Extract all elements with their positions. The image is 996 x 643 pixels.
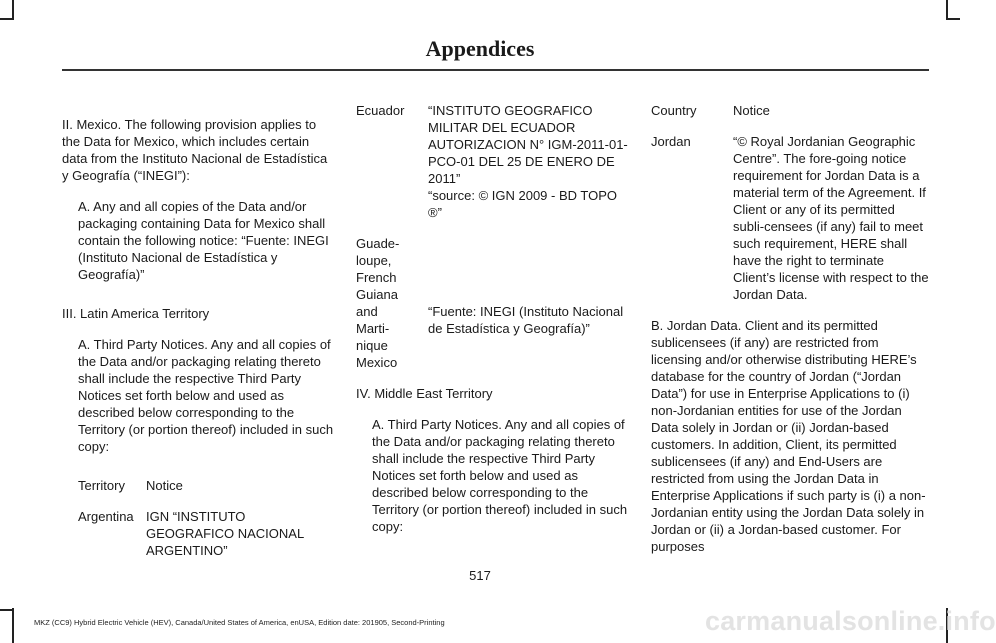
crop-mark-top-left-v	[12, 0, 14, 20]
column-left	[62, 116, 334, 559]
table-cell-notice-line1: “INSTITUTO GEOGRAFICO MILITAR DEL ECUADOR AUTORIZACION N° IGM-2011-01- PCO-01 DEL 25 DE ENERO DE 2011”	[428, 103, 628, 186]
table-cell-territory: Jordan	[651, 134, 691, 149]
table-header-territory: Territory	[78, 478, 125, 493]
table-cell-notice: IGN “INSTITUTO GEOGRAFICO NACIONAL ARGENTINO”	[146, 509, 304, 558]
table-row	[62, 508, 334, 559]
table-header-row	[62, 477, 334, 494]
table-cell-territory-guadeloupe: Guade-loupe, French Guiana and Marti-nique	[356, 236, 400, 353]
section-latin-america-heading: III. Latin America Territory	[62, 306, 210, 321]
section-middle-east-heading: IV. Middle East Territory	[356, 386, 493, 401]
watermark-logo: carmanualsonline.info	[705, 606, 996, 636]
table-header-country: Country	[651, 103, 697, 118]
table-header-notice: Notice	[146, 478, 183, 493]
footer-edition-info: MKZ (CC9) Hybrid Electric Vehicle (HEV), Canada/United States of America, enUSA, Edition date: 201905, Second-Printing	[34, 618, 445, 627]
table-cell-territory-mexico: Mexico	[356, 355, 398, 370]
section-mexico-intro: II. Mexico. The following provision applies to the Data for Mexico, which includes certain data from the Instituto Nacional de Estadística y Geografía (“INEGI”):	[62, 117, 328, 183]
table-cell-territory: Ecuador	[356, 103, 405, 118]
page-header-title: Appendices	[425, 36, 535, 61]
table-header-notice: Notice	[733, 103, 770, 118]
crop-mark-top-right-h	[946, 18, 960, 20]
header-divider	[62, 69, 929, 71]
table-cell-territory	[356, 235, 428, 371]
column-right	[651, 102, 929, 555]
table-row	[356, 235, 630, 371]
crop-mark-bottom-left-h	[0, 609, 14, 611]
table-row	[356, 102, 630, 221]
section-jordan-data: B. Jordan Data. Client and its permitted sublicensees (if any) are restricted from licensing and/or otherwise distributing HERE’s database for the country of Jordan (“Jordan Data”) for use in Enterprise Applications to (i) non-Jordanian entities for use of the Jordan Data solely in Jordan or (ii) Jordan-based customers. In addition, Client, its permitted sublicensees (if any) and End-Users are restricted from using the Jordan Data in Enterprise Applications if such party is (i) a non-Jordanian entity using the Jordan Data solely in Jordan or (ii) a Jordan-based customer. For purposes	[651, 318, 926, 554]
section-latin-america-item-a: A. Third Party Notices. Any and all copies of the Data and/or packaging relating thereto shall include the respective Third Party Notices set forth below and used as described below corresponding to the Territory (or portion thereof) included in such copy:	[78, 337, 334, 454]
table-cell-territory: Argentina	[78, 509, 134, 524]
crop-mark-top-right-v	[946, 0, 948, 20]
crop-mark-bottom-left-v	[12, 608, 14, 643]
column-middle	[356, 102, 630, 535]
section-mexico-item-a: A. Any and all copies of the Data and/or packaging containing Data for Mexico shall contain the following notice: “Fuente: INEGI (Instituto Nacional de Estadística y Geografía)”	[78, 199, 329, 282]
table-cell-notice: “Fuente: INEGI (Instituto Nacional de Estadística y Geografía)”	[428, 304, 624, 336]
table-header-row	[651, 102, 929, 119]
table-cell-notice-line2: “source: © IGN 2009 - BD TOPO ®”	[428, 188, 617, 220]
table-cell-notice	[428, 102, 630, 221]
page-number: 517	[469, 568, 491, 583]
crop-mark-top-left-h	[0, 18, 14, 20]
table-cell-notice: “© Royal Jordanian Geographic Centre”. The fore-going notice requirement for Jordan Data is a material term of the Agreement. If Client or any of its permitted subli-censees (if any) fail to meet such requirement, HERE shall have the right to terminate Client’s license with respect to the Jordan Data.	[733, 134, 929, 302]
section-middle-east-item-a: A. Third Party Notices. Any and all copies of the Data and/or packaging relating thereto shall include the respective Third Party Notices set forth below and used as described below corresponding to the Territory (or portion thereof) included in such copy:	[372, 417, 628, 534]
table-row	[651, 133, 929, 303]
